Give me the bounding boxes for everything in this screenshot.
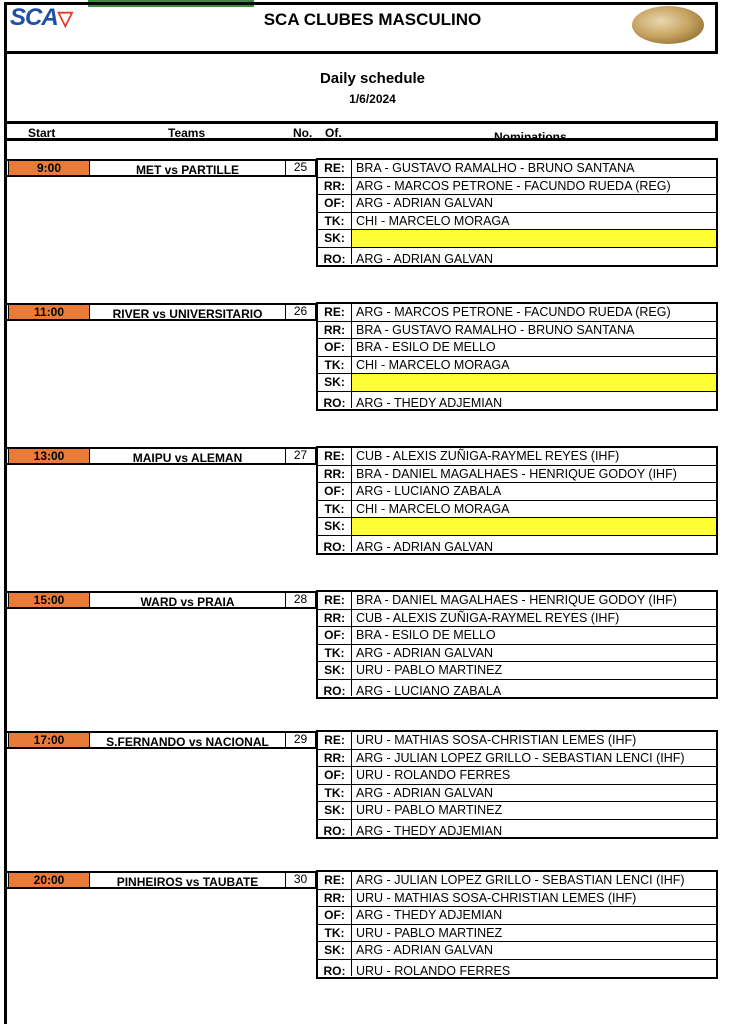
nomination-row — [318, 785, 716, 803]
nomination-row — [318, 890, 716, 908]
nomination-row — [318, 466, 716, 484]
official-name: ARG - LUCIANO ZABALA — [356, 484, 502, 498]
nomination-row — [318, 925, 716, 943]
nomination-row — [318, 802, 716, 820]
nomination-row — [318, 160, 716, 178]
nomination-row — [318, 518, 716, 536]
official-name: ARG - LUCIANO ZABALA — [356, 683, 502, 696]
official-role: RE: — [318, 732, 352, 749]
match-start-time: 20:00 — [8, 872, 90, 888]
nomination-row — [318, 767, 716, 785]
nomination-row — [318, 536, 716, 554]
official-name: ARG - JULIAN LOPEZ GRILLO - SEBASTIAN LENCI (IHF) — [356, 750, 685, 765]
match-teams: PINHEIROS vs TAUBATE — [90, 872, 286, 888]
official-role: RO: — [318, 248, 352, 264]
official-role: SK: — [318, 802, 352, 819]
nomination-row — [318, 872, 716, 890]
nomination-row — [318, 178, 716, 196]
match-start-time: 17:00 — [8, 732, 90, 748]
nomination-row — [318, 483, 716, 501]
nomination-row — [318, 392, 716, 410]
official-role: SK: — [318, 374, 352, 391]
official-name: BRA - GUSTAVO RAMALHO - BRUNO SANTANA — [356, 322, 635, 337]
official-role: RR: — [318, 890, 352, 907]
official-name: BRA - DANIEL MAGALHAES - HENRIQUE GODOY (IHF) — [356, 593, 677, 607]
schedule-subtitle: Daily schedule — [319, 70, 426, 87]
official-name: CHI - MARCELO MORAGA — [356, 501, 510, 516]
match-number: 25 — [286, 160, 316, 176]
nomination-row — [318, 339, 716, 357]
match-teams: S.FERNANDO vs NACIONAL — [90, 732, 286, 748]
official-role: TK: — [318, 501, 352, 518]
official-name: URU - PABLO MARTINEZ — [356, 803, 503, 817]
official-name: CHI - MARCELO MORAGA — [356, 213, 510, 228]
official-name: CUB - ALEXIS ZUÑIGA-RAYMEL REYES (IHF) — [356, 610, 620, 625]
nomination-row — [318, 662, 716, 680]
nomination-row — [318, 322, 716, 340]
official-role: RR: — [318, 750, 352, 767]
nominations-table — [316, 590, 718, 699]
match-teams: WARD vs PRAIA — [90, 592, 286, 608]
nomination-row — [318, 732, 716, 750]
official-name: CUB - ALEXIS ZUÑIGA-RAYMEL REYES (IHF) — [356, 449, 620, 463]
official-name: URU - ROLANDO FERRES — [356, 963, 511, 976]
nomination-row — [318, 195, 716, 213]
match-start-time: 15:00 — [8, 592, 90, 608]
unassigned-official-cell — [352, 374, 716, 391]
official-name: ARG - THEDY ADJEMIAN — [356, 908, 503, 922]
official-name: ARG - ADRIAN GALVAN — [356, 196, 494, 210]
official-role: OF: — [318, 483, 352, 500]
nomination-row — [318, 304, 716, 322]
official-role: RO: — [318, 820, 352, 836]
official-role: RE: — [318, 872, 352, 889]
official-role: RO: — [318, 680, 352, 696]
nomination-row — [318, 501, 716, 519]
match-number: 26 — [286, 304, 316, 320]
official-role: RO: — [318, 960, 352, 976]
official-name: URU - PABLO MARTINEZ — [356, 663, 503, 677]
official-role: OF: — [318, 907, 352, 924]
nomination-row — [318, 230, 716, 248]
nominations-table — [316, 870, 718, 979]
official-name: URU - ROLANDO FERRES — [356, 768, 511, 782]
official-role: SK: — [318, 230, 352, 247]
official-name: BRA - ESILO DE MELLO — [356, 628, 496, 642]
nomination-row — [318, 448, 716, 466]
match-start-time: 9:00 — [8, 160, 90, 176]
official-role: RR: — [318, 466, 352, 483]
official-name: ARG - ADRIAN GALVAN — [356, 251, 494, 264]
nomination-row — [318, 357, 716, 375]
match-number: 27 — [286, 448, 316, 464]
official-name: ARG - ADRIAN GALVAN — [356, 785, 494, 800]
official-role: TK: — [318, 785, 352, 802]
column-of: Of. — [325, 126, 342, 140]
official-role: OF: — [318, 339, 352, 356]
nomination-row — [318, 592, 716, 610]
official-role: RR: — [318, 322, 352, 339]
match-number: 28 — [286, 592, 316, 608]
schedule-date: 1/6/2024 — [349, 92, 396, 106]
official-name: URU - MATHIAS SOSA-CHRISTIAN LEMES (IHF) — [356, 733, 637, 747]
nominations-table — [316, 446, 718, 555]
column-start: Start — [28, 126, 56, 140]
match-teams: MAIPU vs ALEMAN — [90, 448, 286, 464]
sca-logo: SCA▽ — [10, 4, 73, 31]
unassigned-official-cell — [352, 518, 716, 535]
official-name: ARG - ADRIAN GALVAN — [356, 943, 494, 957]
nomination-row — [318, 960, 716, 978]
official-role: SK: — [318, 662, 352, 679]
official-name: URU - MATHIAS SOSA-CHRISTIAN LEMES (IHF) — [356, 890, 637, 905]
official-role: RR: — [318, 610, 352, 627]
official-role: OF: — [318, 627, 352, 644]
official-role: TK: — [318, 213, 352, 230]
column-teams: Teams — [168, 126, 206, 140]
official-name: ARG - ADRIAN GALVAN — [356, 645, 494, 660]
logo-v-mark-icon: ▽ — [57, 8, 73, 30]
official-name: ARG - THEDY ADJEMIAN — [356, 395, 503, 408]
unassigned-official-cell — [352, 230, 716, 247]
official-role: OF: — [318, 767, 352, 784]
nominations-table — [316, 730, 718, 839]
match-teams: MET vs PARTILLE — [90, 160, 286, 176]
nomination-row — [318, 374, 716, 392]
official-role: SK: — [318, 518, 352, 535]
official-role: RO: — [318, 536, 352, 552]
official-role: TK: — [318, 645, 352, 662]
nomination-row — [318, 680, 716, 698]
official-role: RR: — [318, 178, 352, 195]
official-name: ARG - MARCOS PETRONE - FACUNDO RUEDA (REG) — [356, 178, 671, 193]
official-role: OF: — [318, 195, 352, 212]
match-start-time: 13:00 — [8, 448, 90, 464]
match-number: 30 — [286, 872, 316, 888]
official-role: SK: — [318, 942, 352, 959]
nomination-row — [318, 248, 716, 266]
column-nominations: Nominations — [494, 130, 567, 141]
nomination-row — [318, 645, 716, 663]
nomination-row — [318, 942, 716, 960]
official-name: ARG - THEDY ADJEMIAN — [356, 823, 503, 836]
official-name: ARG - JULIAN LOPEZ GRILLO - SEBASTIAN LENCI (IHF) — [356, 873, 685, 887]
official-role: RE: — [318, 160, 352, 177]
match-teams: RIVER vs UNIVERSITARIO — [90, 304, 286, 320]
nomination-row — [318, 907, 716, 925]
official-name: BRA - GUSTAVO RAMALHO - BRUNO SANTANA — [356, 161, 635, 175]
official-name: URU - PABLO MARTINEZ — [356, 925, 503, 940]
nomination-row — [318, 627, 716, 645]
official-role: RO: — [318, 392, 352, 408]
official-name: BRA - ESILO DE MELLO — [356, 340, 496, 354]
nomination-row — [318, 750, 716, 768]
official-name: ARG - ADRIAN GALVAN — [356, 539, 494, 552]
nomination-row — [318, 213, 716, 231]
official-role: RE: — [318, 592, 352, 609]
nomination-row — [318, 820, 716, 838]
nominations-table — [316, 158, 718, 267]
page-title: SCA CLUBES MASCULINO — [263, 10, 482, 29]
official-name: ARG - MARCOS PETRONE - FACUNDO RUEDA (REG) — [356, 305, 671, 319]
official-name: BRA - DANIEL MAGALHAES - HENRIQUE GODOY (IHF) — [356, 466, 677, 481]
official-role: RE: — [318, 304, 352, 321]
official-role: RE: — [318, 448, 352, 465]
handball-logo-icon — [632, 6, 704, 44]
nominations-table — [316, 302, 718, 411]
match-number: 29 — [286, 732, 316, 748]
official-role: TK: — [318, 357, 352, 374]
official-name: CHI - MARCELO MORAGA — [356, 357, 510, 372]
official-role: TK: — [318, 925, 352, 942]
nomination-row — [318, 610, 716, 628]
column-no: No. — [293, 126, 313, 140]
match-start-time: 11:00 — [8, 304, 90, 320]
column-header-frame — [4, 121, 718, 141]
